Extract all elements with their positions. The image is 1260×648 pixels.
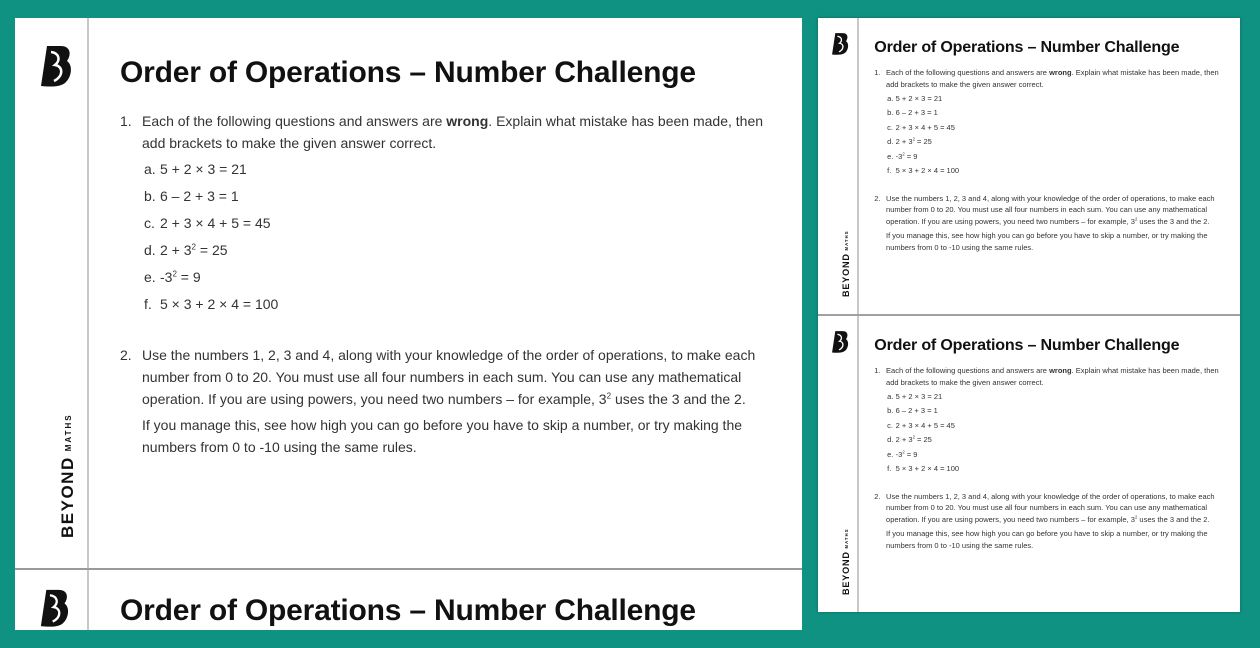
question-1-items (887, 92, 1223, 179)
question-2-text: Use the numbers 1, 2, 3 and 4, along with your knowledge of the order of operations, to make each number from 0 to 20. You must use all four numbers in each sum. You can use any mathematical operation. If you are using powers, you need two numbers – for example, $3^2$ uses the 3 and the 2. (886, 491, 1215, 525)
question-2-extension: If you manage this, see how high you can go before you have to skip a number, or try making the numbers from 0 to -10 using the same rules. (886, 529, 1208, 551)
worksheet-copy-3 (818, 18, 1240, 316)
question-1-item: f. 5 × 3 + 2 × 4 = 100 (144, 296, 279, 312)
question-2-text: Use the numbers 1, 2, 3 and 4, along with your knowledge of the order of operations, to make each number from 0 to 20. You must use all four numbers in each sum. You can use any mathematical operation. If you are using powers, you need two numbers – for example, $3^2$ uses the 3 and the 2. (886, 193, 1215, 227)
worksheet-preview-small (818, 18, 1240, 612)
question-1-text: Each of the following questions and answers are wrong. Explain what mistake has been made, then add brackets to make the given answer correct. (886, 366, 1219, 388)
beyond-logo-icon (831, 32, 849, 56)
question-2-text: Use the numbers 1, 2, 3 and 4, along with your knowledge of the order of operations, to make each number from 0 to 20. You must use all four numbers in each sum. You can use any mathematical operation. If you are using powers, you need two numbers – for example, $3^2$ uses the 3 and the 2. (142, 347, 756, 407)
worksheet-copy-1 (15, 18, 802, 570)
worksheet-title: Order of Operations – Number Challenge (120, 56, 696, 89)
question-1-item: a. 5 + 2 × 3 = 21 (887, 391, 943, 401)
question-1-item: b. 6 – 2 + 3 = 1 (144, 188, 239, 204)
worksheet-sidebar (15, 18, 89, 568)
brand-wordmark: BEYONDMATHS (841, 528, 852, 595)
question-1-item: c. 2 + 3 × 4 + 5 = 45 (887, 122, 955, 132)
worksheet-copy-4 (818, 316, 1240, 612)
question-2: 2. Use the numbers 1, 2, 3 and 4, along with your knowledge of the order of operations, to make each number from 0 to 20. You must use all four numbers in each sum. You can use any mathematical operation. If you are using powers, you need two numbers – for example, $3^2$ uses the 3 and the 2. If you manage this, see how high you can go before you have to skip a number, or try making the numbers from 0 to -10 using the same rules. (874, 491, 1222, 552)
question-2: 2. Use the numbers 1, 2, 3 and 4, along with your knowledge of the order of operations, to make each number from 0 to 20. You must use all four numbers in each sum. You can use any mathematical operation. If you are using powers, you need two numbers – for example, $3^2$ uses the 3 and the 2. If you manage this, see how high you can go before you have to skip a number, or try making the numbers from 0 to -10 using the same rules. (120, 344, 770, 458)
question-2-extension: If you manage this, see how high you can go before you have to skip a number, or try making the numbers from 0 to -10 using the same rules. (886, 231, 1208, 253)
question-1-item: a. 5 + 2 × 3 = 21 (887, 93, 943, 103)
worksheet (15, 18, 802, 568)
question-1-item: a. 5 + 2 × 3 = 21 (144, 161, 247, 177)
brand-wordmark: BEYONDMATHS (58, 413, 77, 538)
worksheet-copy-2 (15, 570, 802, 630)
worksheet-sidebar (818, 18, 859, 314)
question-1: 1. Each of the following questions and answers are wrong. Explain what mistake has been made, then add brackets to make the given answer correct. a. 5 + 2 × 3 = 21 b. 6 – 2 + 3 = 1 c. 2 + 3 × 4 + 5 = 45 d. $2 + 3^2 = 25$ e. $-3^2 = 9$ f. 5 × 3 + 2 × 4 = 100 (874, 67, 1222, 178)
question-1-text: Each of the following questions and answers are wrong. Explain what mistake has been made, then add brackets to make the given answer correct. (142, 113, 764, 151)
beyond-logo-icon (39, 44, 73, 88)
question-1-item: f. 5 × 3 + 2 × 4 = 100 (887, 464, 960, 474)
beyond-logo-icon (39, 588, 70, 628)
question-1-item: e. $-3^2 = 9$ (887, 151, 918, 161)
question-1-item: e. $-3^2 = 9$ (887, 449, 918, 459)
worksheet-title: Order of Operations – Number Challenge (874, 38, 1180, 57)
question-1: 1. Each of the following questions and answers are wrong. Explain what mistake has been made, then add brackets to make the given answer correct. a. 5 + 2 × 3 = 21 b. 6 – 2 + 3 = 1 c. 2 + 3 × 4 + 5 = 45 d. $2 + 3^2 = 25$ e. $-3^2 = 9$ f. 5 × 3 + 2 × 4 = 100 (874, 365, 1222, 476)
question-1-item: f. 5 × 3 + 2 × 4 = 100 (887, 166, 960, 176)
question-1-item: b. 6 – 2 + 3 = 1 (887, 406, 938, 416)
worksheet-content (874, 38, 1222, 253)
question-2-extension: If you manage this, see how high you can go before you have to skip a number, or try making the numbers from 0 to -10 using the same rules. (142, 417, 743, 455)
question-1-items (887, 390, 1223, 477)
worksheet-header (15, 570, 802, 630)
brand-wordmark: BEYONDMATHS (841, 230, 852, 297)
worksheet-sidebar (15, 570, 89, 630)
worksheet-title: Order of Operations – Number Challenge (120, 594, 696, 627)
worksheet-title: Order of Operations – Number Challenge (874, 336, 1180, 355)
question-1-item: d. $2 + 3^2 = 25$ (887, 434, 932, 445)
question-1-text: Each of the following questions and answers are wrong. Explain what mistake has been made, then add brackets to make the given answer correct. (886, 68, 1219, 90)
question-1-item: c. 2 + 3 × 4 + 5 = 45 (144, 215, 271, 231)
question-2: 2. Use the numbers 1, 2, 3 and 4, along with your knowledge of the order of operations, to make each number from 0 to 20. You must use all four numbers in each sum. You can use any mathematical operation. If you are using powers, you need two numbers – for example, $3^2$ uses the 3 and the 2. If you manage this, see how high you can go before you have to skip a number, or try making the numbers from 0 to -10 using the same rules. (874, 193, 1222, 254)
question-1-items (144, 156, 770, 318)
worksheet-sidebar (818, 316, 859, 612)
worksheet (818, 316, 1240, 612)
question-1-item: d. $2 + 3^2 = 25$ (144, 242, 228, 258)
worksheet-content (120, 594, 770, 648)
question-1-item: d. $2 + 3^2 = 25$ (887, 136, 932, 147)
beyond-logo-icon (831, 330, 849, 354)
question-1-item: b. 6 – 2 + 3 = 1 (887, 108, 938, 118)
question-1-item: e. $-3^2 = 9$ (144, 269, 201, 285)
worksheet (818, 18, 1240, 314)
worksheet-content (120, 56, 770, 458)
worksheet-content (874, 336, 1222, 551)
worksheet-preview-large (15, 18, 802, 630)
question-1: 1. Each of the following questions and answers are wrong. Explain what mistake has been made, then add brackets to make the given answer correct. a. 5 + 2 × 3 = 21 b. 6 – 2 + 3 = 1 c. 2 + 3 × 4 + 5 = 45 d. $2 + 3^2 = 25$ e. $-3^2 = 9$ f. 5 × 3 + 2 × 4 = 100 (120, 110, 770, 318)
question-1-item: c. 2 + 3 × 4 + 5 = 45 (887, 420, 955, 430)
